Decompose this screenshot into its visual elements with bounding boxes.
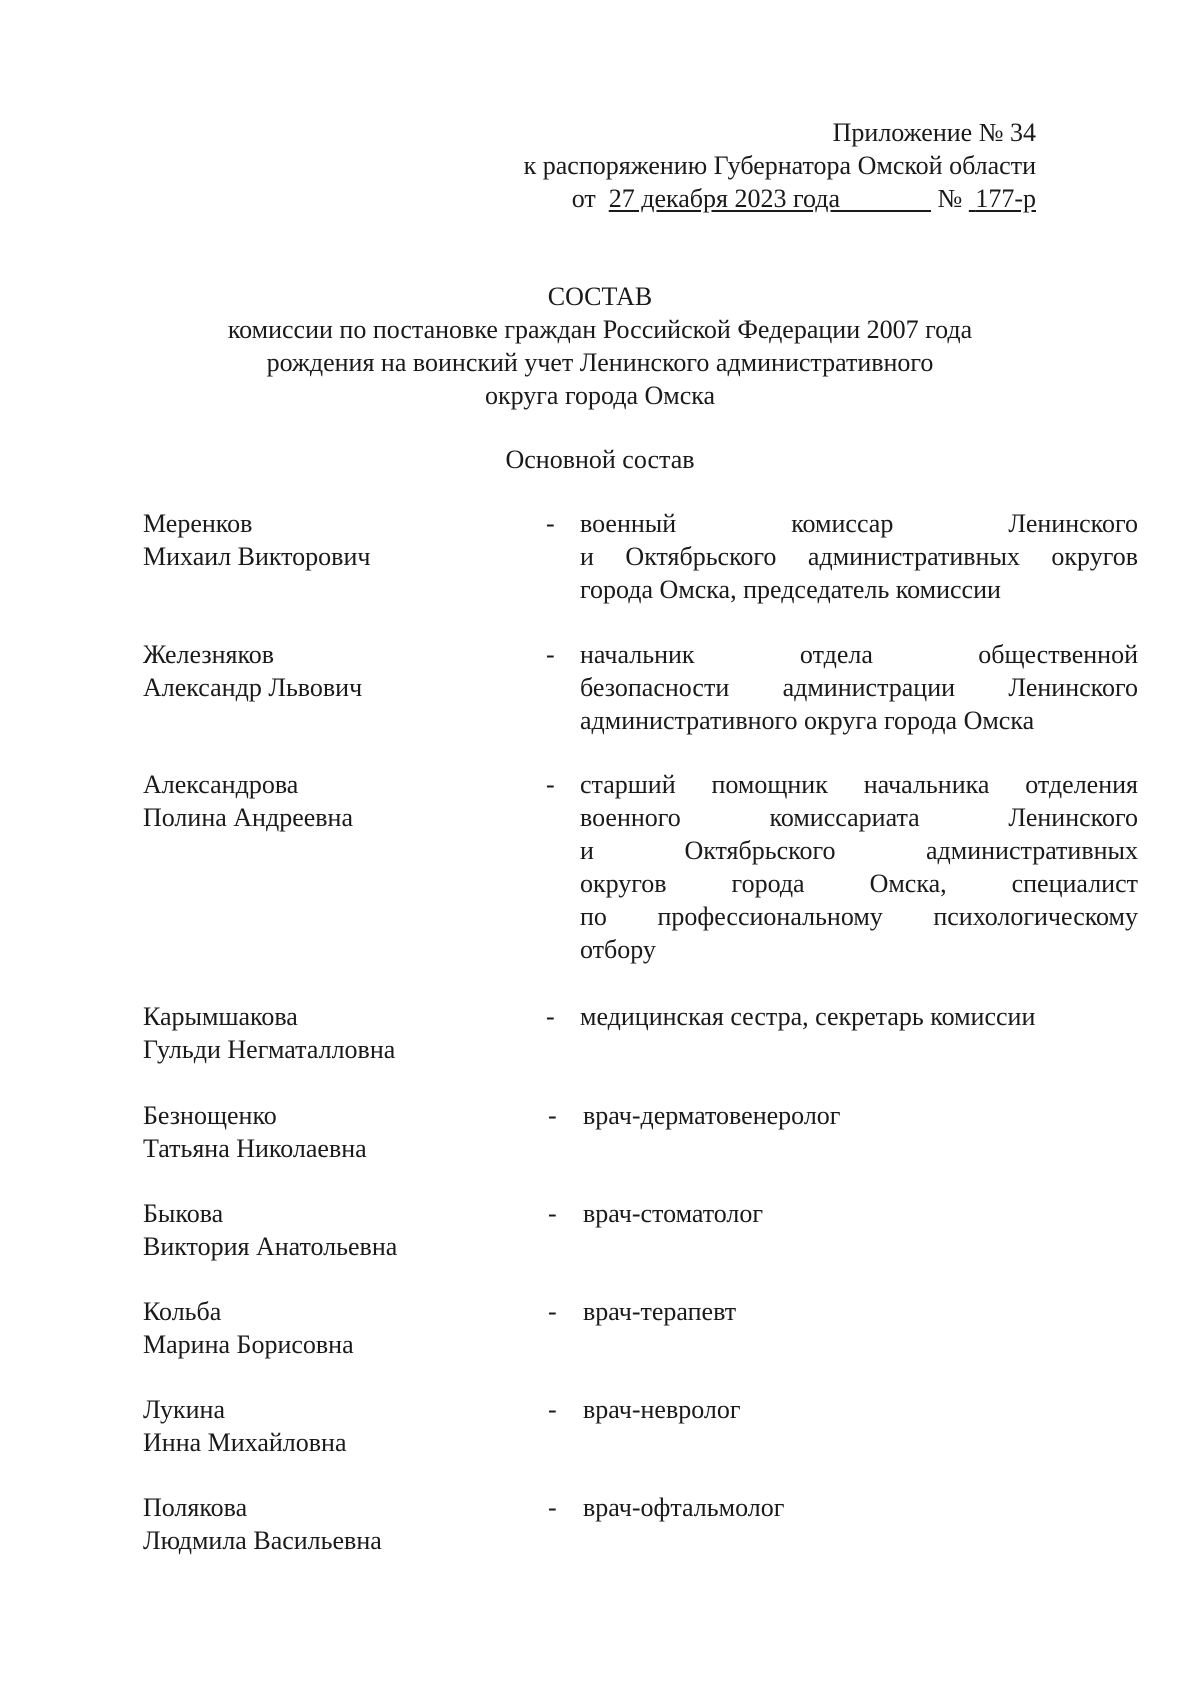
member-role [583, 1491, 1141, 1524]
member-given-name: Виктория Анатольевна [143, 1232, 398, 1261]
member-name [143, 1491, 543, 1557]
role-line: города Омска, председатель комиссии [580, 575, 1001, 604]
role-line: и Октябрьского административных округов [580, 542, 1138, 571]
role-line: врач-офтальмолог [583, 1493, 785, 1522]
dash-separator: - [548, 1199, 557, 1228]
member-name [143, 1197, 543, 1263]
appendix-header [524, 116, 1036, 215]
member-given-name: Людмила Васильевна [143, 1526, 382, 1555]
dash-separator: - [548, 1297, 557, 1326]
member-role [580, 768, 1138, 966]
member-given-name: Михаил Викторович [143, 542, 371, 571]
role-line: врач-дерматовенеролог [583, 1101, 841, 1130]
member-role [583, 1099, 1141, 1132]
member-role [580, 638, 1138, 737]
title-line-3: округа города Омска [484, 381, 716, 410]
member-name [143, 1000, 543, 1066]
member-given-name: Гульди Негматалловна [143, 1035, 396, 1064]
appendix-order-line [524, 182, 1036, 215]
role-line: врач-стоматолог [583, 1199, 764, 1228]
member-name [143, 1295, 543, 1361]
role-line: начальник отдела общественной [580, 640, 1138, 669]
member-name [143, 768, 543, 834]
title-line-1: комиссии по постановке граждан Российской Федерации 2007 года [227, 315, 973, 344]
subsection-heading: Основной состав [505, 445, 695, 474]
member-given-name: Инна Михайловна [143, 1428, 347, 1457]
member-name [143, 1393, 543, 1459]
dash-separator: - [548, 1101, 557, 1130]
role-line: медицинская сестра, секретарь комиссии [580, 1002, 1036, 1031]
member-given-name: Татьяна Николаевна [143, 1134, 367, 1163]
member-surname: Меренков [143, 509, 253, 538]
role-line: округов города Омска, специалист [580, 869, 1138, 898]
member-name [143, 638, 543, 704]
member-surname: Полякова [143, 1493, 248, 1522]
order-date: 27 декабря 2023 года [608, 184, 841, 213]
role-line: военного комиссариата Ленинского [580, 803, 1138, 832]
dash-separator: - [548, 1395, 557, 1424]
role-line: по профессиональному психологическому [580, 902, 1138, 931]
member-role [583, 1393, 1141, 1426]
member-surname: Кольба [143, 1297, 222, 1326]
member-role [583, 1197, 1141, 1230]
member-given-name: Марина Борисовна [143, 1330, 354, 1359]
number-label: № [937, 184, 963, 213]
document-title [0, 280, 1200, 412]
role-line: и Октябрьского административных [580, 836, 1138, 865]
member-name [143, 1099, 543, 1165]
appendix-reference: к распоряжению Губернатора Омской области [523, 151, 1036, 180]
member-surname: Лукина [143, 1395, 225, 1424]
appendix-number: Приложение № 34 [832, 118, 1036, 147]
member-surname: Александрова [143, 770, 299, 799]
member-surname: Железняков [143, 640, 275, 669]
from-label: от [571, 184, 596, 213]
member-given-name: Александр Львович [143, 673, 363, 702]
dash-separator: - [548, 1493, 557, 1522]
role-line: безопасности администрации Ленинского [580, 673, 1138, 702]
dash-separator: - [546, 509, 555, 538]
order-number: 177-р [975, 184, 1036, 213]
member-name [143, 507, 543, 573]
member-surname: Быкова [143, 1199, 224, 1228]
member-role [583, 1295, 1141, 1328]
member-surname: Карымшакова [143, 1002, 298, 1031]
role-line: отбору [580, 935, 656, 964]
member-surname: Безнощенко [143, 1101, 277, 1130]
role-line: врач-терапевт [583, 1297, 737, 1326]
member-role [580, 507, 1138, 606]
title-heading: СОСТАВ [547, 282, 653, 311]
role-line: старший помощник начальника отделения [580, 770, 1138, 799]
role-line: военный комиссар Ленинского [580, 509, 1138, 538]
dash-separator: - [546, 640, 555, 669]
role-line: административного округа города Омска [580, 706, 1035, 735]
member-given-name: Полина Андреевна [143, 803, 354, 832]
member-role [580, 1000, 1138, 1033]
title-line-2: рождения на воинский учет Ленинского административного [266, 348, 934, 377]
dash-separator: - [546, 1002, 555, 1031]
role-line: врач-невролог [583, 1395, 741, 1424]
dash-separator: - [546, 770, 555, 799]
